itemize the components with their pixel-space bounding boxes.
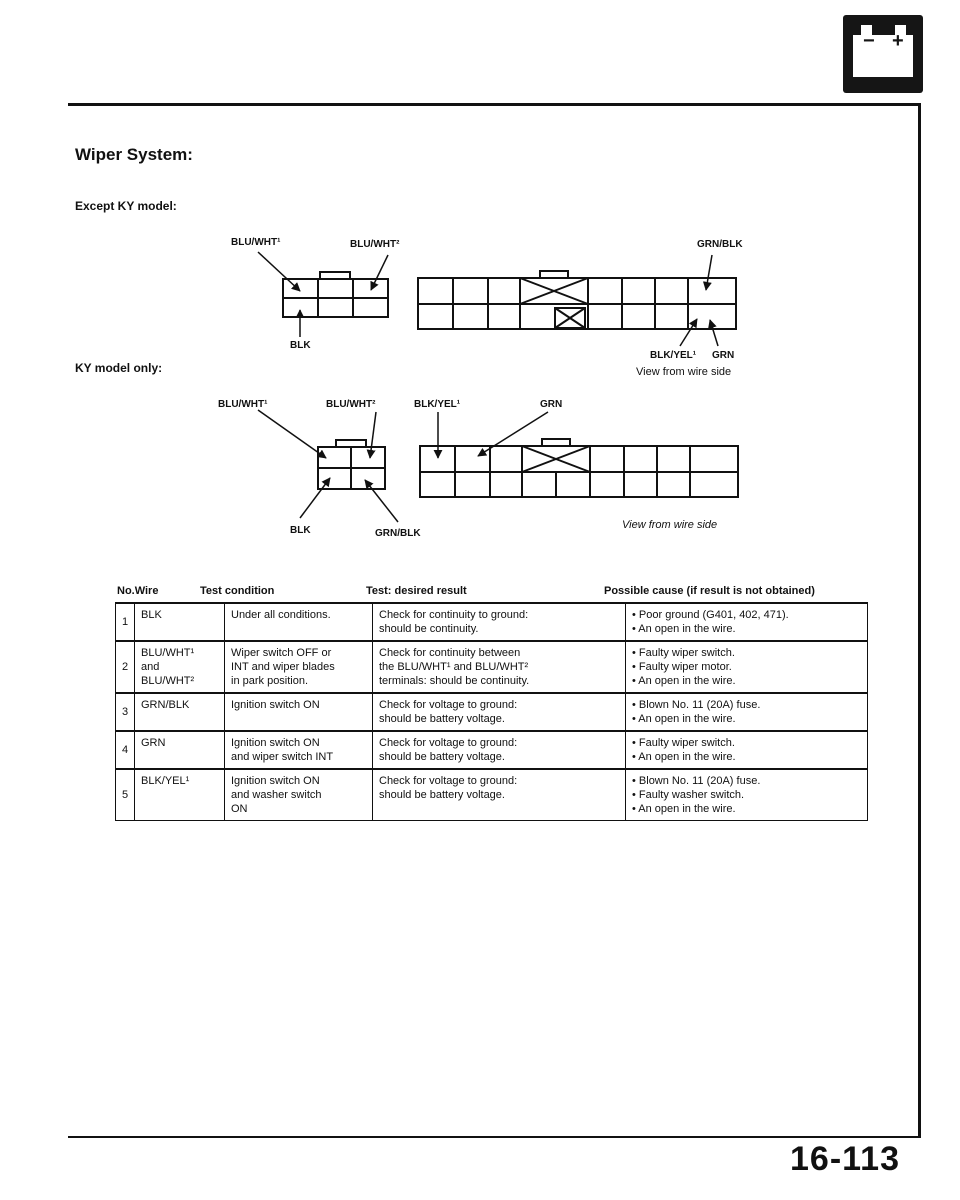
cell-result-line: should be battery voltage. xyxy=(379,713,505,725)
cell-cause xyxy=(626,769,868,821)
header-desired-result: Test: desired result xyxy=(366,585,467,597)
cell-wire xyxy=(135,731,225,769)
d2-view-note: View from wire side xyxy=(622,519,718,531)
cell-condition-line: Under all conditions. xyxy=(231,609,331,621)
cell-result-line: Check for voltage to ground: xyxy=(379,775,518,787)
bottom-rule xyxy=(68,1136,920,1138)
cell-cause-line: • Poor ground (G401, 402, 471). xyxy=(632,609,789,621)
diagram2-subtitle: KY model only: xyxy=(75,361,163,375)
battery-minus-sign: − xyxy=(863,30,875,52)
small-connector-1 xyxy=(283,272,388,317)
cell-number: 3 xyxy=(116,693,135,731)
battery-plus-sign: + xyxy=(892,30,904,52)
d1-label-blk-yel1: BLK/YEL¹ xyxy=(650,350,697,361)
cell-condition-line: and washer switch xyxy=(231,789,322,801)
cell-cause-line: • Faulty washer switch. xyxy=(632,789,745,801)
cell-cause-line: • An open in the wire. xyxy=(632,803,736,815)
cell-cause xyxy=(626,693,868,731)
table-row xyxy=(116,693,868,731)
cell-result-line: Check for continuity between xyxy=(379,647,521,659)
cell-wire xyxy=(135,641,225,693)
cell-wire-line: GRN xyxy=(141,737,166,749)
table-row xyxy=(116,603,868,641)
cell-condition xyxy=(225,641,373,693)
cell-number: 4 xyxy=(116,731,135,769)
cell-result-line: should be battery voltage. xyxy=(379,789,505,801)
cell-number: 5 xyxy=(116,769,135,821)
cell-wire-line: BLU/WHT² xyxy=(141,675,195,687)
d2-label-blu-wht2: BLU/WHT² xyxy=(326,399,376,410)
cell-result-line: should be battery voltage. xyxy=(379,751,505,763)
d2-label-blu-wht1: BLU/WHT¹ xyxy=(218,399,268,410)
d1-label-grn-blk: GRN/BLK xyxy=(697,239,743,250)
cell-result xyxy=(373,769,626,821)
cell-condition-line: ON xyxy=(231,803,248,815)
cell-cause-line: • An open in the wire. xyxy=(632,751,736,763)
d1-label-blu-wht2: BLU/WHT² xyxy=(350,239,400,250)
cell-cause-line: • An open in the wire. xyxy=(632,623,736,635)
d1-label-blu-wht1: BLU/WHT¹ xyxy=(231,237,281,248)
cell-wire xyxy=(135,693,225,731)
section-title: Wiper System: xyxy=(75,145,193,164)
cell-condition-line: Ignition switch ON xyxy=(231,737,320,749)
cell-condition xyxy=(225,603,373,641)
cell-condition xyxy=(225,731,373,769)
cell-condition-line: INT and wiper blades xyxy=(231,661,335,673)
wire-test-table xyxy=(115,602,868,821)
large-connector-1 xyxy=(418,271,736,329)
cell-result xyxy=(373,641,626,693)
cell-wire-line: BLU/WHT¹ xyxy=(141,647,195,659)
cell-result-line: terminals: should be continuity. xyxy=(379,675,530,687)
cell-wire xyxy=(135,603,225,641)
large-connector-2 xyxy=(420,439,738,497)
cell-result-line: the BLU/WHT¹ and BLU/WHT² xyxy=(379,661,529,673)
header-no-wire: No.Wire xyxy=(117,585,159,597)
cell-cause-line: • Faulty wiper motor. xyxy=(632,661,732,673)
cell-condition-line: and wiper switch INT xyxy=(231,751,334,763)
cell-cause-line: • An open in the wire. xyxy=(632,675,736,687)
table-row xyxy=(116,641,868,693)
table-row xyxy=(116,769,868,821)
header-test-condition: Test condition xyxy=(200,585,275,597)
cell-wire-line: BLK/YEL¹ xyxy=(141,775,190,787)
page-number: 16-113 xyxy=(790,1140,900,1178)
d2-label-blk: BLK xyxy=(290,525,311,536)
table-row xyxy=(116,731,868,769)
cell-condition xyxy=(225,693,373,731)
cell-cause-line: • An open in the wire. xyxy=(632,713,736,725)
cell-cause xyxy=(626,731,868,769)
cell-number: 1 xyxy=(116,603,135,641)
d2-label-grn-blk: GRN/BLK xyxy=(375,528,421,539)
cell-wire-line: BLK xyxy=(141,609,162,621)
cell-condition-line: Wiper switch OFF or xyxy=(231,647,332,659)
cell-result xyxy=(373,731,626,769)
cell-cause xyxy=(626,603,868,641)
cell-result xyxy=(373,603,626,641)
cell-cause-line: • Faulty wiper switch. xyxy=(632,737,735,749)
d1-label-grn: GRN xyxy=(712,350,735,361)
cell-result-line: should be continuity. xyxy=(379,623,479,635)
cell-wire-line: and xyxy=(141,661,160,673)
cell-condition-line: in park position. xyxy=(231,675,309,687)
d2-label-blk-yel1: BLK/YEL¹ xyxy=(414,399,461,410)
cell-wire xyxy=(135,769,225,821)
cell-result xyxy=(373,693,626,731)
cell-result-line: Check for voltage to ground: xyxy=(379,737,518,749)
cell-cause xyxy=(626,641,868,693)
cell-condition xyxy=(225,769,373,821)
cell-number: 2 xyxy=(116,641,135,693)
diagram1-subtitle: Except KY model: xyxy=(75,199,177,213)
d2-label-grn: GRN xyxy=(540,399,563,410)
cell-result-line: Check for voltage to ground: xyxy=(379,699,518,711)
cell-condition-line: Ignition switch ON xyxy=(231,699,320,711)
cell-condition-line: Ignition switch ON xyxy=(231,775,320,787)
cell-result-line: Check for continuity to ground: xyxy=(379,609,529,621)
d1-label-blk: BLK xyxy=(290,340,311,351)
cell-wire-line: GRN/BLK xyxy=(141,699,190,711)
cell-cause-line: • Blown No. 11 (20A) fuse. xyxy=(632,775,761,787)
header-possible-cause: Possible cause (if result is not obtained) xyxy=(604,585,815,597)
d1-view-note: View from wire side xyxy=(636,366,732,378)
cell-cause-line: • Blown No. 11 (20A) fuse. xyxy=(632,699,761,711)
cell-cause-line: • Faulty wiper switch. xyxy=(632,647,735,659)
